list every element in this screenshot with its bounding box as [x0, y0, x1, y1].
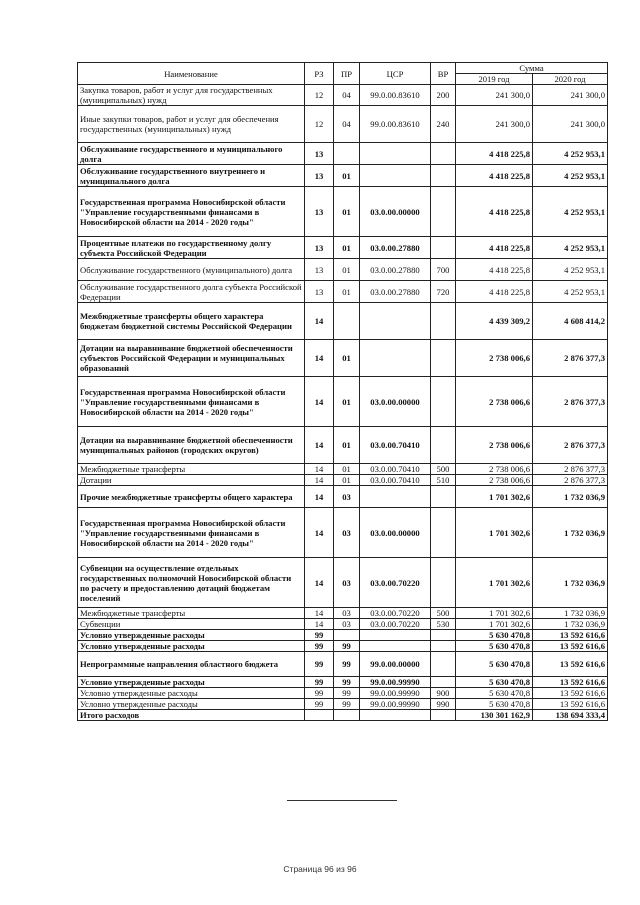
cell-csr: 99.0.00.99990 [360, 699, 431, 710]
table-row [78, 303, 608, 340]
cell-rz: 13 [305, 187, 334, 237]
cell-rz: 13 [305, 165, 334, 187]
footnote-rule [287, 800, 397, 801]
cell-sum-2019: 2 738 006,6 [456, 377, 533, 427]
cell-name: Государственная программа Новосибирской области "Управление государственными финансами в Новосибирской области на 2014 - 2020 годы" [78, 187, 305, 237]
cell-sum-2019: 5 630 470,8 [456, 630, 533, 641]
table-row [78, 508, 608, 558]
cell-pr: 01 [334, 259, 360, 281]
cell-pr: 04 [334, 106, 360, 143]
cell-rz: 14 [305, 464, 334, 475]
table-row [78, 85, 608, 106]
cell-name: Процентные платежи по государственному долгу субъекта Российской Федерации [78, 237, 305, 259]
table-row [78, 340, 608, 377]
cell-name: Иные закупки товаров, работ и услуг для обеспечения государственных (муниципальных) нужд [78, 106, 305, 143]
cell-sum-2020: 2 876 377,3 [533, 427, 608, 464]
header-rz: РЗ [305, 63, 334, 85]
cell-sum-2020: 2 876 377,3 [533, 475, 608, 486]
cell-vr: 500 [431, 464, 456, 475]
cell-pr: 03 [334, 508, 360, 558]
cell-csr: 03.0.00.27880 [360, 281, 431, 303]
cell-pr [334, 710, 360, 721]
cell-csr: 03.0.00.00000 [360, 508, 431, 558]
cell-csr [360, 641, 431, 652]
cell-csr: 99.0.00.00000 [360, 652, 431, 677]
cell-pr: 03 [334, 608, 360, 619]
cell-rz: 13 [305, 237, 334, 259]
header-sum: Сумма [456, 63, 608, 74]
table-row [78, 688, 608, 699]
cell-sum-2020: 138 694 333,4 [533, 710, 608, 721]
cell-vr: 900 [431, 688, 456, 699]
cell-rz: 14 [305, 558, 334, 608]
cell-rz: 14 [305, 340, 334, 377]
cell-sum-2019: 241 300,0 [456, 106, 533, 143]
cell-csr: 03.0.00.70410 [360, 475, 431, 486]
table-row [78, 106, 608, 143]
cell-pr [334, 303, 360, 340]
cell-vr [431, 558, 456, 608]
cell-rz: 99 [305, 688, 334, 699]
cell-sum-2019: 1 701 302,6 [456, 619, 533, 630]
cell-sum-2019: 5 630 470,8 [456, 677, 533, 688]
cell-sum-2019: 5 630 470,8 [456, 641, 533, 652]
cell-csr: 03.0.00.27880 [360, 259, 431, 281]
cell-pr: 04 [334, 85, 360, 106]
cell-sum-2020: 13 592 616,6 [533, 699, 608, 710]
cell-csr: 03.0.00.70220 [360, 608, 431, 619]
cell-csr: 99.0.00.83610 [360, 106, 431, 143]
cell-sum-2019: 4 418 225,8 [456, 237, 533, 259]
cell-vr [431, 340, 456, 377]
cell-sum-2019: 4 418 225,8 [456, 281, 533, 303]
table-row [78, 641, 608, 652]
cell-vr [431, 677, 456, 688]
cell-vr [431, 303, 456, 340]
cell-sum-2020: 2 876 377,3 [533, 340, 608, 377]
cell-rz: 13 [305, 259, 334, 281]
cell-rz: 14 [305, 377, 334, 427]
cell-sum-2020: 13 592 616,6 [533, 688, 608, 699]
cell-pr: 01 [334, 340, 360, 377]
table-row [78, 143, 608, 165]
cell-sum-2020: 1 732 036,9 [533, 608, 608, 619]
cell-name: Субвенции [78, 619, 305, 630]
cell-name: Итого расходов [78, 710, 305, 721]
cell-csr: 99.0.00.99990 [360, 688, 431, 699]
cell-rz: 99 [305, 699, 334, 710]
table-row [78, 464, 608, 475]
cell-name: Субвенции на осуществление отдельных государственных полномочий Новосибирской области по расчету и предоставлению дотаций бюджетам поселений [78, 558, 305, 608]
cell-sum-2020: 4 252 953,1 [533, 187, 608, 237]
cell-csr [360, 340, 431, 377]
header-name: Наименование [78, 63, 305, 85]
cell-name: Условно утвержденные расходы [78, 641, 305, 652]
cell-vr [431, 652, 456, 677]
cell-sum-2019: 1 701 302,6 [456, 486, 533, 508]
table-row [78, 558, 608, 608]
table-row [78, 619, 608, 630]
cell-sum-2019: 1 701 302,6 [456, 608, 533, 619]
table-row [78, 165, 608, 187]
cell-sum-2020: 1 732 036,9 [533, 558, 608, 608]
cell-vr [431, 641, 456, 652]
cell-pr: 03 [334, 619, 360, 630]
cell-pr: 01 [334, 377, 360, 427]
cell-sum-2019: 2 738 006,6 [456, 464, 533, 475]
cell-name: Обслуживание государственного и муниципального долга [78, 143, 305, 165]
cell-sum-2020: 13 592 616,6 [533, 641, 608, 652]
cell-name: Закупка товаров, работ и услуг для государственных (муниципальных) нужд [78, 85, 305, 106]
cell-sum-2019: 4 418 225,8 [456, 143, 533, 165]
cell-vr: 510 [431, 475, 456, 486]
cell-pr [334, 143, 360, 165]
cell-sum-2019: 241 300,0 [456, 85, 533, 106]
cell-csr: 99.0.00.83610 [360, 85, 431, 106]
cell-vr [431, 237, 456, 259]
cell-rz: 99 [305, 641, 334, 652]
cell-name: Условно утвержденные расходы [78, 630, 305, 641]
cell-sum-2020: 2 876 377,3 [533, 377, 608, 427]
cell-vr [431, 377, 456, 427]
cell-sum-2020: 4 252 953,1 [533, 237, 608, 259]
cell-rz: 99 [305, 677, 334, 688]
cell-pr: 99 [334, 677, 360, 688]
cell-rz: 14 [305, 303, 334, 340]
table-row [78, 475, 608, 486]
cell-sum-2019: 4 418 225,8 [456, 259, 533, 281]
table-row [78, 377, 608, 427]
cell-vr: 990 [431, 699, 456, 710]
cell-pr: 99 [334, 699, 360, 710]
table-row [78, 281, 608, 303]
cell-vr [431, 486, 456, 508]
table-row [78, 608, 608, 619]
cell-csr [360, 165, 431, 187]
cell-vr [431, 508, 456, 558]
cell-sum-2020: 4 252 953,1 [533, 165, 608, 187]
table-row [78, 630, 608, 641]
cell-rz: 13 [305, 281, 334, 303]
cell-sum-2019: 1 701 302,6 [456, 508, 533, 558]
cell-name: Дотации на выравнивание бюджетной обеспеченности муниципальных районов (городских округов) [78, 427, 305, 464]
cell-rz [305, 710, 334, 721]
cell-name: Непрограммные направления областного бюджета [78, 652, 305, 677]
cell-csr: 03.0.00.27880 [360, 237, 431, 259]
cell-rz: 14 [305, 608, 334, 619]
cell-sum-2020: 4 252 953,1 [533, 259, 608, 281]
cell-name: Условно утвержденные расходы [78, 688, 305, 699]
cell-rz: 14 [305, 475, 334, 486]
cell-csr: 03.0.00.70410 [360, 427, 431, 464]
cell-name: Обслуживание государственного (муниципального) долга [78, 259, 305, 281]
header-pr: ПР [334, 63, 360, 85]
cell-name: Государственная программа Новосибирской области "Управление государственными финансами в Новосибирской области на 2014 - 2020 годы" [78, 377, 305, 427]
cell-sum-2019: 5 630 470,8 [456, 688, 533, 699]
cell-vr [431, 187, 456, 237]
cell-sum-2019: 1 701 302,6 [456, 558, 533, 608]
cell-sum-2020: 1 732 036,9 [533, 508, 608, 558]
cell-sum-2020: 13 592 616,6 [533, 677, 608, 688]
header-year-2019: 2019 год [456, 74, 533, 85]
table-row [78, 652, 608, 677]
cell-rz: 12 [305, 106, 334, 143]
cell-rz: 14 [305, 486, 334, 508]
table-row [78, 677, 608, 688]
cell-pr: 01 [334, 281, 360, 303]
cell-sum-2020: 1 732 036,9 [533, 486, 608, 508]
page-number: Страница 96 из 96 [283, 864, 357, 874]
cell-pr: 03 [334, 558, 360, 608]
cell-pr: 99 [334, 652, 360, 677]
cell-name: Государственная программа Новосибирской области "Управление государственными финансами в Новосибирской области на 2014 - 2020 годы" [78, 508, 305, 558]
cell-pr: 99 [334, 688, 360, 699]
cell-vr [431, 630, 456, 641]
cell-csr: 03.0.00.00000 [360, 377, 431, 427]
cell-csr [360, 710, 431, 721]
table-row [78, 237, 608, 259]
cell-vr [431, 165, 456, 187]
cell-vr [431, 143, 456, 165]
cell-name: Межбюджетные трансферты [78, 608, 305, 619]
cell-rz: 12 [305, 85, 334, 106]
cell-rz: 13 [305, 143, 334, 165]
cell-csr [360, 303, 431, 340]
cell-csr: 03.0.00.70220 [360, 558, 431, 608]
cell-csr [360, 143, 431, 165]
cell-csr [360, 486, 431, 508]
cell-csr: 03.0.00.00000 [360, 187, 431, 237]
cell-rz: 14 [305, 508, 334, 558]
cell-sum-2019: 2 738 006,6 [456, 340, 533, 377]
cell-rz: 14 [305, 619, 334, 630]
cell-sum-2019: 5 630 470,8 [456, 652, 533, 677]
cell-vr: 720 [431, 281, 456, 303]
cell-name: Межбюджетные трансферты [78, 464, 305, 475]
cell-sum-2019: 4 418 225,8 [456, 165, 533, 187]
cell-rz: 99 [305, 652, 334, 677]
cell-pr [334, 630, 360, 641]
cell-pr: 99 [334, 641, 360, 652]
cell-pr: 01 [334, 165, 360, 187]
cell-name: Дотации [78, 475, 305, 486]
header-year-2020: 2020 год [533, 74, 608, 85]
cell-sum-2019: 4 418 225,8 [456, 187, 533, 237]
cell-sum-2020: 13 592 616,6 [533, 630, 608, 641]
table-body [78, 85, 608, 721]
cell-sum-2020: 1 732 036,9 [533, 619, 608, 630]
cell-pr: 01 [334, 237, 360, 259]
table-row [78, 259, 608, 281]
budget-table [77, 62, 608, 721]
cell-sum-2020: 4 252 953,1 [533, 281, 608, 303]
table-row [78, 710, 608, 721]
cell-sum-2019: 130 301 162,9 [456, 710, 533, 721]
cell-name: Обслуживание государственного внутреннего и муниципального долга [78, 165, 305, 187]
cell-vr [431, 427, 456, 464]
cell-sum-2019: 4 439 309,2 [456, 303, 533, 340]
table-row [78, 187, 608, 237]
cell-rz: 99 [305, 630, 334, 641]
cell-sum-2020: 241 300,0 [533, 106, 608, 143]
cell-csr: 99.0.00.99990 [360, 677, 431, 688]
header-csr: ЦСР [360, 63, 431, 85]
cell-name: Обслуживание государственного долга субъекта Российской Федерации [78, 281, 305, 303]
cell-sum-2020: 4 252 953,1 [533, 143, 608, 165]
cell-rz: 14 [305, 427, 334, 464]
cell-vr: 700 [431, 259, 456, 281]
cell-sum-2019: 2 738 006,6 [456, 475, 533, 486]
cell-sum-2020: 2 876 377,3 [533, 464, 608, 475]
cell-sum-2019: 2 738 006,6 [456, 427, 533, 464]
cell-csr: 03.0.00.70220 [360, 619, 431, 630]
cell-vr [431, 710, 456, 721]
table-row [78, 486, 608, 508]
table-row [78, 699, 608, 710]
cell-sum-2019: 5 630 470,8 [456, 699, 533, 710]
cell-pr: 01 [334, 187, 360, 237]
cell-sum-2020: 13 592 616,6 [533, 652, 608, 677]
cell-vr: 530 [431, 619, 456, 630]
cell-sum-2020: 241 300,0 [533, 85, 608, 106]
header-vr: ВР [431, 63, 456, 85]
cell-name: Межбюджетные трансферты общего характера бюджетам бюджетной системы Российской Федерации [78, 303, 305, 340]
cell-pr: 03 [334, 486, 360, 508]
cell-pr: 01 [334, 427, 360, 464]
cell-pr: 01 [334, 464, 360, 475]
cell-vr: 240 [431, 106, 456, 143]
cell-name: Прочие межбюджетные трансферты общего характера [78, 486, 305, 508]
cell-pr: 01 [334, 475, 360, 486]
cell-name: Условно утвержденные расходы [78, 699, 305, 710]
cell-vr: 500 [431, 608, 456, 619]
table-row [78, 427, 608, 464]
cell-name: Дотации на выравнивание бюджетной обеспеченности субъектов Российской Федерации и муниципальных образований [78, 340, 305, 377]
cell-sum-2020: 4 608 414,2 [533, 303, 608, 340]
cell-name: Условно утвержденные расходы [78, 677, 305, 688]
cell-vr: 200 [431, 85, 456, 106]
cell-csr: 03.0.00.70410 [360, 464, 431, 475]
cell-csr [360, 630, 431, 641]
